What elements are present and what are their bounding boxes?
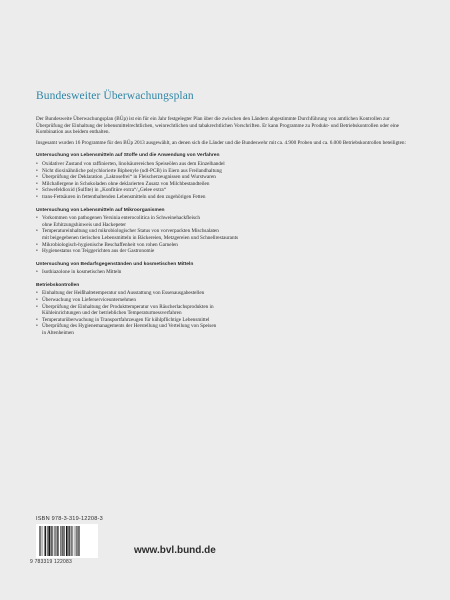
intro-paragraph: Insgesamt wurden 16 Programme für den BÜp 2013 ausgewählt, an denen sich die Länder und die Bundeswehr mit ca. 4.900 Proben und ca. 6.000 Betriebskontrollen beteiligten: (36, 139, 406, 146)
list-item: • Milchallergene in Schokoladen ohne deklarierten Zusatz von Milchbestandteilen (36, 181, 416, 188)
section-inspections (36, 283, 416, 337)
list-item: • Isothiazolone in kosmetischen Mitteln (36, 269, 416, 276)
intro-paragraph: Der Bundesweite Überwachungsplan (BÜp) ist ein für ein Jahr festgelegter Plan über die zwischen den Ländern abgestimmte Durchführung von amtlichen Kontrollen zur Überprüfung der Einhaltung der lebensmittelrechtlichen, weinrechtlichen und tabakrechtlichen Vorschriften. Er kann Programme zu Produkt- und Betriebskontrollen oder eine Kombination aus beidem enthalten. (36, 116, 399, 136)
list-item: • Überprüfung der Deklaration „Laktosefrei“ in Fleischerzeugnissen und Wurstwaren (36, 174, 416, 181)
list-item: • Nicht dioxinähnliche polychlorierte Biphenyle (ndl-PCB) in Eiern aus Freilandhaltung (36, 168, 416, 175)
list-item: • Temperaturüberwachung in Transportfahrzeugen für kühlpflichtige Lebensmittel (36, 317, 416, 324)
list-item: • Vorkommen von pathogenen Yersinia enterocolitica in Schweinehackfleisch ohne Erhitzungshinweis und Hackepeter (36, 215, 416, 228)
list-item: • Oxidativer Zustand von raffinierten, linolsäurereichen Speiseölen aus dem Einzelhandel (36, 161, 416, 168)
list-item: • Mikrobiologisch-hygienische Beschaffenheit von rohen Garnelen (36, 242, 416, 249)
document-body (36, 116, 416, 337)
bullet-list (36, 269, 416, 276)
section-cosmetics (36, 262, 416, 276)
section-title: Untersuchung von Lebensmitteln auf Stoffe und die Anwendung von Verfahren (36, 153, 220, 159)
bullet-list (36, 161, 416, 201)
barcode-number: 9 783319 122083 (30, 559, 72, 565)
list-item: • Überwachung von Lieferserviceunternehmen (36, 297, 416, 304)
list-item: • Temperatureinhaltung und mikrobiologischer Status von vorverpackten Mischsalaten mit beigegebenen tierischen Lebensmitteln in Bäckereien, Metzgereien und Schnellrestaurants (36, 228, 416, 241)
list-item: • Einhaltung der Heißhaltetemperatur und Ausstattung von Essenausgabestellen (36, 290, 416, 297)
section-title: Untersuchung von Lebensmitteln auf Mikroorganismen (36, 207, 165, 213)
list-item: • trans-Fettsäuren in fettenthaltenden Lebensmitteln und den zugehörigen Fetten (36, 194, 416, 201)
bullet-list (36, 215, 416, 255)
section-substances (36, 153, 416, 200)
section-title: Betriebskontrollen (36, 282, 80, 288)
list-item: • Hygienestatus von Teiggerichten aus der Gastronomie (36, 248, 416, 255)
list-item: • Überprüfung des Hygienemanagements der Herstellung und Verteilung von Speisen in Altenheimen (36, 323, 416, 336)
section-title: Untersuchung von Bedarfsgegenständen und kosmetischen Mitteln (36, 261, 194, 267)
barcode-icon (36, 524, 98, 558)
list-item: • Schwefeldioxid (Sulfite) in „Konfitüre extra“/„Gelee extra“ (36, 187, 416, 194)
website-link[interactable]: www.bvl.bund.de (134, 545, 216, 556)
page-title: Bundesweiter Überwachungsplan (36, 90, 194, 102)
bullet-list (36, 290, 416, 336)
section-microorganisms (36, 208, 416, 255)
isbn-label: ISBN 978-3-319-12208-3 (36, 516, 103, 522)
list-item: • Überprüfung der Einhaltung der Produkttemperatur von Räucherlachsprodukten in Kühleinrichtungen und der betrieblichen Temperaturmessverfahren (36, 304, 416, 317)
